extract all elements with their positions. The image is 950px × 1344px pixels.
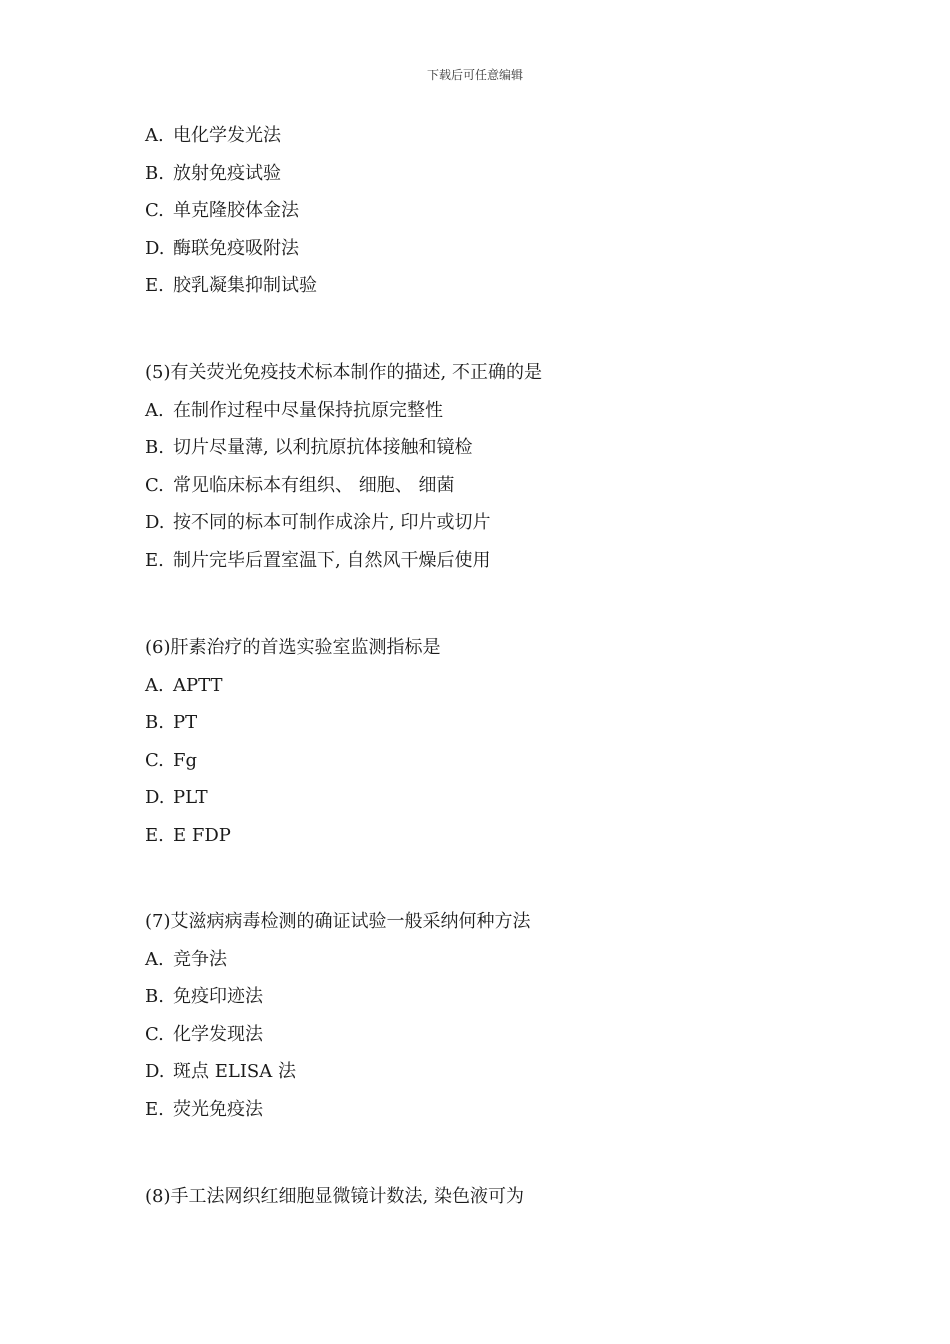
option-d [145, 239, 845, 277]
option-a [145, 126, 845, 164]
option-d [145, 1062, 845, 1100]
option-a [145, 676, 845, 714]
option-letter: C. [145, 749, 164, 771]
option-text: Fg [173, 749, 198, 771]
option-text: 酶联免疫吸附法 [173, 237, 299, 259]
option-letter: A. [145, 399, 164, 421]
option-text: 胶乳凝集抑制试验 [173, 275, 317, 296]
option-text: PT [173, 712, 198, 733]
option-text: 常见临床标本有组织、 细胞、 细菌 [173, 474, 455, 496]
option-text: 化学发现法 [173, 1023, 263, 1045]
option-b [145, 987, 845, 1025]
option-letter: A. [145, 674, 164, 696]
option-letter: D. [145, 237, 165, 259]
question-block-4 [145, 126, 845, 314]
option-text: 切片尽量薄, 以利抗原抗体接触和镜检 [173, 437, 473, 458]
option-a [145, 401, 845, 439]
option-letter: B. [145, 712, 164, 733]
option-d [145, 788, 845, 826]
option-letter: A. [145, 948, 164, 970]
option-letter: E. [145, 1098, 164, 1120]
option-c [145, 751, 845, 789]
option-letter: E. [145, 549, 164, 571]
question-block-7 [145, 912, 845, 1137]
option-b [145, 713, 845, 751]
option-text: 电化学发光法 [173, 125, 281, 146]
option-text: 免疫印迹法 [173, 986, 263, 1007]
option-text: 斑点 ELISA 法 [173, 1061, 296, 1082]
option-letter: C. [145, 200, 164, 221]
option-e [145, 1100, 845, 1138]
option-text: 放射免疫试验 [173, 162, 281, 184]
option-letter: D. [145, 1061, 165, 1082]
option-text: 在制作过程中尽量保持抗原完整性 [173, 399, 443, 421]
option-letter: B. [145, 162, 164, 184]
option-e [145, 826, 845, 864]
option-letter: D. [145, 512, 165, 533]
option-letter: D. [145, 787, 165, 808]
option-letter: E. [145, 275, 164, 296]
question-block-8 [145, 1187, 845, 1225]
option-b [145, 438, 845, 476]
option-letter: A. [145, 125, 164, 146]
page-header: 下载后可任意编辑 [426, 68, 523, 82]
option-e [145, 276, 845, 314]
option-letter: B. [145, 986, 164, 1007]
option-letter: E. [145, 824, 164, 846]
option-b [145, 164, 845, 202]
question-text: (5)有关荧光免疫技术标本制作的描述, 不正确的是 [145, 362, 542, 383]
question-text: (8)手工法网织红细胞显微镜计数法, 染色液可为 [145, 1186, 524, 1207]
option-text: 荧光免疫法 [173, 1098, 263, 1120]
option-c [145, 201, 845, 239]
question-block-5 [145, 363, 845, 588]
option-letter: C. [145, 1023, 164, 1045]
option-text: 制片完毕后置室温下, 自然风干燥后使用 [173, 549, 491, 571]
option-c [145, 1025, 845, 1063]
option-text: 单克隆胶体金法 [173, 200, 299, 221]
option-text: 按不同的标本可制作成涂片, 印片或切片 [173, 512, 491, 533]
option-letter: C. [145, 474, 164, 496]
option-c [145, 476, 845, 514]
option-text: E FDP [173, 824, 231, 846]
option-letter: B. [145, 437, 164, 458]
option-text: PLT [173, 787, 208, 808]
option-text: 竞争法 [173, 948, 227, 970]
option-text: APTT [173, 674, 223, 696]
option-e [145, 551, 845, 589]
question-text: (6)肝素治疗的首选实验室监测指标是 [145, 637, 441, 658]
option-d [145, 513, 845, 551]
question-text: (7)艾滋病病毒检测的确证试验一般采纳何种方法 [145, 911, 531, 932]
question-block-6 [145, 638, 845, 863]
option-a [145, 950, 845, 988]
